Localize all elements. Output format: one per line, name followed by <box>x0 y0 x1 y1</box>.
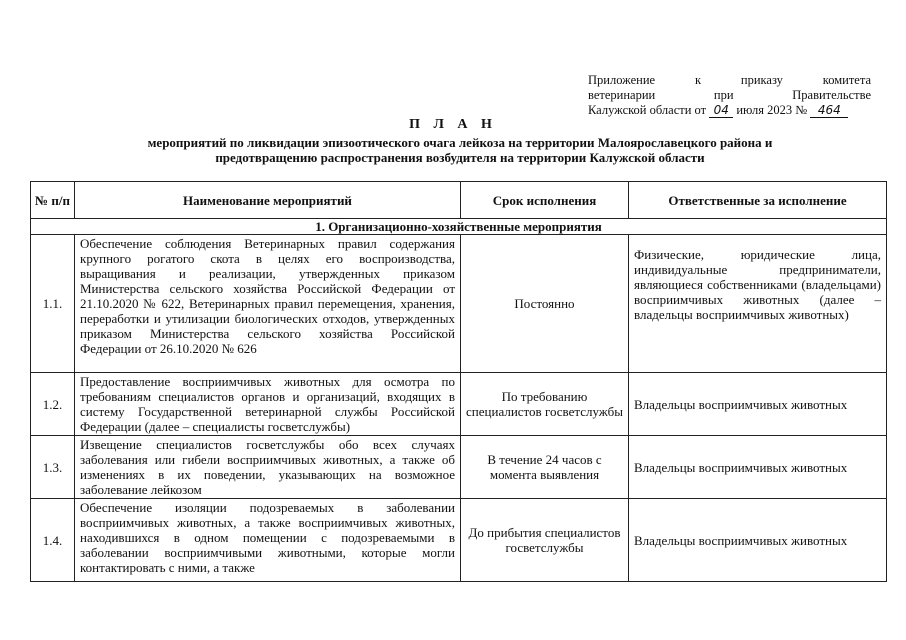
appendix-line-3 <box>588 103 871 118</box>
row-num: 1.1. <box>31 235 75 373</box>
row-term: По требованию специалистов госветслужбы <box>461 373 629 436</box>
row-num: 1.2. <box>31 373 75 436</box>
document-title: П Л А Н <box>409 117 497 132</box>
appendix-line-3-middle: июля 2023 № <box>736 103 808 117</box>
appendix-line-2: ветеринарии при Правительстве <box>588 88 871 102</box>
row-term: В течение 24 часов с момента выявления <box>461 436 629 499</box>
header-name: Наименование мероприятий <box>75 182 461 219</box>
row-resp: Владельцы восприимчивых животных <box>629 373 887 436</box>
handwritten-order-number: 464 <box>810 104 848 118</box>
header-term: Срок исполнения <box>461 182 629 219</box>
row-name: Извещение специалистов госветслужбы обо всех случаях заболевания или гибели восприимчивых животных, а также об изменениях в их поведении, указывающих на возможное заболевание лейкозом <box>75 436 461 499</box>
table-header-row <box>31 182 887 219</box>
appendix-block <box>588 73 871 118</box>
table-row <box>31 235 887 373</box>
plan-table <box>30 181 887 582</box>
row-term: До прибытия специалистов госветслужбы <box>461 499 629 582</box>
handwritten-day: 04 <box>709 104 733 118</box>
table-row <box>31 499 887 582</box>
appendix-line-3-prefix: Калужской области от <box>588 103 707 117</box>
row-name: Обеспечение изоляции подозреваемых в заболевании восприимчивых животных, а также восприимчивых животных, находившихся в одном помещении с подозреваемыми в заболевании восприимчивыми животными, которые могли контактировать с ними, а также <box>75 499 461 582</box>
section-title: 1. Организационно-хозяйственные мероприятия <box>31 219 887 235</box>
section-row <box>31 219 887 235</box>
row-resp: Владельцы восприимчивых животных <box>629 436 887 499</box>
row-name: Предоставление восприимчивых животных для осмотра по требованиям специалистов органов и организаций, входящих в систему Государственной ветеринарной службы Российской Федерации (далее – специалисты госветслужбы) <box>75 373 461 436</box>
table-row <box>31 436 887 499</box>
header-num: № п/п <box>31 182 75 219</box>
table-row <box>31 373 887 436</box>
header-resp: Ответственные за исполнение <box>629 182 887 219</box>
row-num: 1.4. <box>31 499 75 582</box>
row-name: Обеспечение соблюдения Ветеринарных правил содержания крупного рогатого скота в целях его воспроизводства, выращивания и реализации, утвержденных приказом Министерства сельского хозяйства Российской Федерации от 21.10.2020 № 622, Ветеринарных правил перемещения, хранения, переработки и утилизации биологических отходов, утвержденных приказом Министерства сельского хозяйства Российской Федерации от 26.10.2020 № 626 <box>75 235 461 373</box>
row-term: Постоянно <box>461 235 629 373</box>
appendix-line-1: Приложение к приказу комитета <box>588 73 871 87</box>
row-resp: Физические, юридические лица, индивидуальные предприниматели, являющиеся собственниками (владельцами) восприимчивых животных (далее – владельцы восприимчивых животных) <box>629 235 887 373</box>
row-num: 1.3. <box>31 436 75 499</box>
row-resp: Владельцы восприимчивых животных <box>629 499 887 582</box>
document-subtitle: мероприятий по ликвидации эпизоотического очага лейкоза на территории Малоярославецкого района и предотвращению распространения возбудителя на территории Калужской области <box>147 135 773 165</box>
